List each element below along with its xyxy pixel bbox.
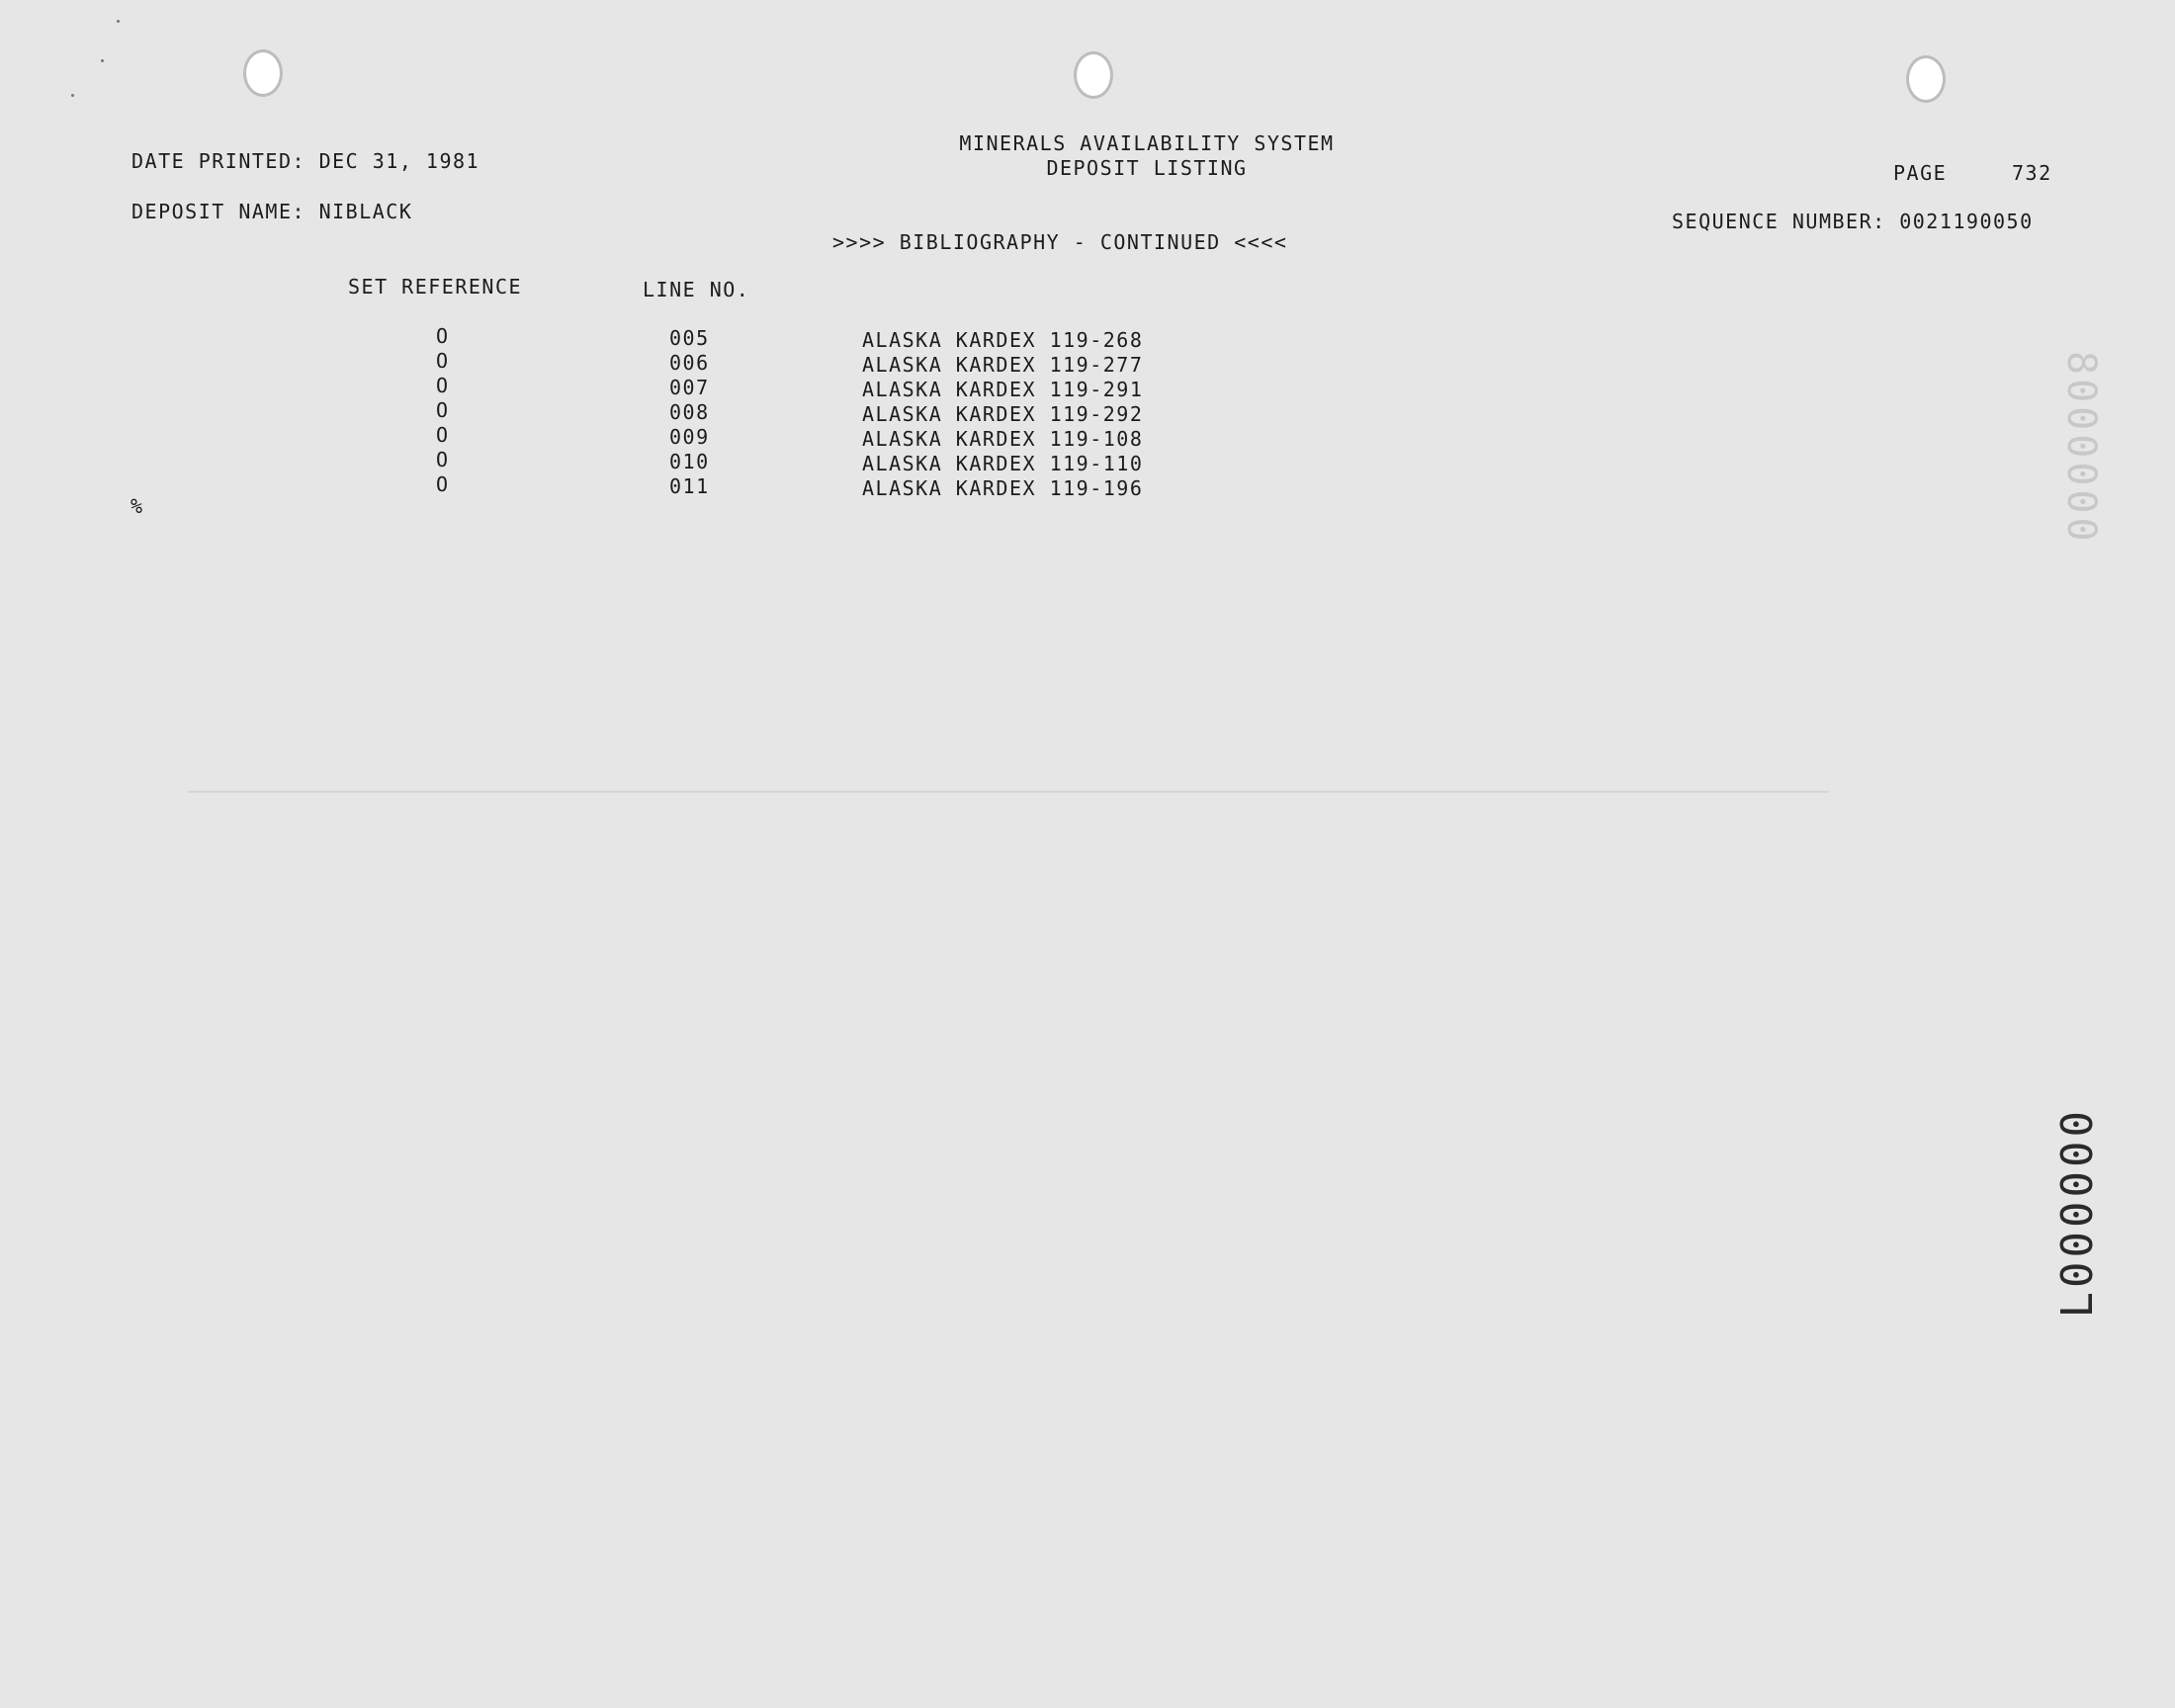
end-marker: % bbox=[130, 494, 144, 518]
frame-stamp-faint: 8000000 bbox=[2058, 351, 2104, 546]
line-no-cell: 005 bbox=[669, 326, 710, 350]
line-no-cell: 008 bbox=[669, 400, 710, 424]
system-title: MINERALS AVAILABILITY SYSTEM bbox=[959, 131, 1335, 155]
column-header-line-no: LINE NO. bbox=[643, 278, 750, 301]
punch-hole-center bbox=[1074, 51, 1113, 99]
deposit-name: DEPOSIT NAME: NIBLACK bbox=[131, 200, 413, 223]
punch-hole-right bbox=[1906, 55, 1946, 103]
frame-stamp-bold: L000000 bbox=[2052, 1107, 2103, 1319]
sequence-number: SEQUENCE NUMBER: 0021190050 bbox=[1672, 210, 2034, 233]
punch-hole-left bbox=[243, 49, 283, 97]
reference-text-cell: ALASKA KARDEX 119-110 bbox=[862, 452, 1144, 475]
speck-mark bbox=[71, 94, 74, 97]
column-header-set-reference: SET REFERENCE bbox=[348, 275, 523, 299]
reference-text-cell: ALASKA KARDEX 119-291 bbox=[862, 378, 1144, 401]
page-number: 732 bbox=[2012, 161, 2052, 185]
date-printed: DATE PRINTED: DEC 31, 1981 bbox=[131, 149, 480, 173]
set-reference-cell: O bbox=[436, 349, 450, 373]
line-no-cell: 007 bbox=[669, 376, 710, 399]
set-reference-cell: O bbox=[436, 374, 450, 397]
reference-text-cell: ALASKA KARDEX 119-196 bbox=[862, 476, 1144, 500]
line-no-cell: 009 bbox=[669, 425, 710, 449]
line-no-cell: 011 bbox=[669, 474, 710, 498]
set-reference-cell: O bbox=[436, 398, 450, 422]
reference-text-cell: ALASKA KARDEX 119-292 bbox=[862, 402, 1144, 426]
set-reference-cell: O bbox=[436, 448, 450, 471]
reference-text-cell: ALASKA KARDEX 119-108 bbox=[862, 427, 1144, 451]
set-reference-cell: O bbox=[436, 324, 450, 348]
speck-mark bbox=[101, 59, 104, 62]
page-fold-line bbox=[188, 791, 1829, 793]
line-no-cell: 010 bbox=[669, 450, 710, 473]
listing-title: DEPOSIT LISTING bbox=[1046, 156, 1248, 180]
reference-text-cell: ALASKA KARDEX 119-268 bbox=[862, 328, 1144, 352]
speck-mark bbox=[117, 20, 120, 23]
line-no-cell: 006 bbox=[669, 351, 710, 375]
reference-text-cell: ALASKA KARDEX 119-277 bbox=[862, 353, 1144, 377]
page-label: PAGE bbox=[1893, 161, 1948, 185]
section-title: >>>> BIBLIOGRAPHY - CONTINUED <<<< bbox=[832, 230, 1288, 254]
set-reference-cell: O bbox=[436, 423, 450, 447]
set-reference-cell: O bbox=[436, 472, 450, 496]
